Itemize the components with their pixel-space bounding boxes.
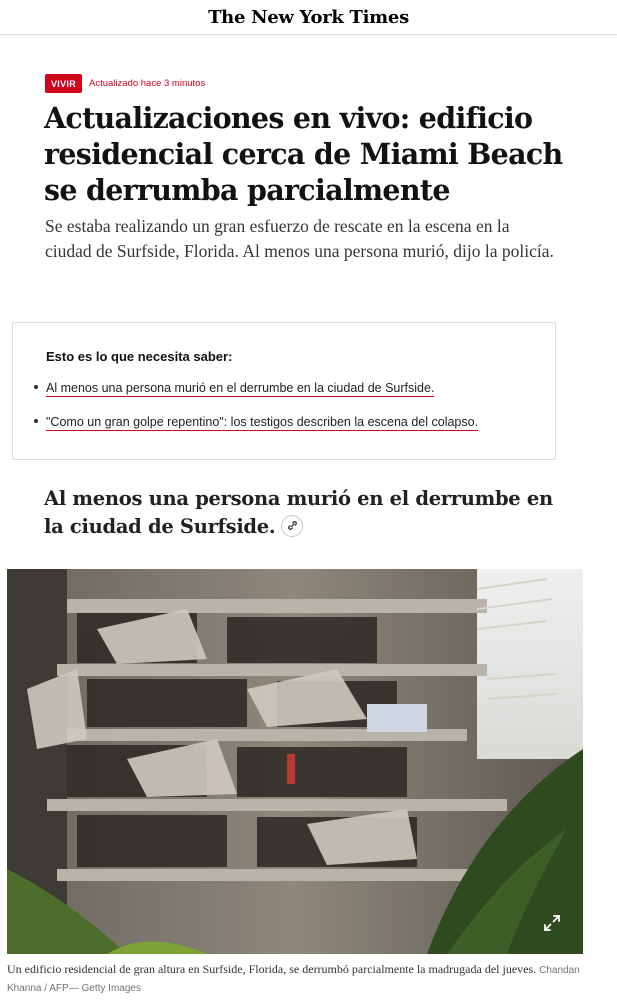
article-summary: Se estaba realizando un gran esfuerzo de rescate en la escena en la ciudad de Surfside, Florida. Al menos una persona murió, dijo la policía. [45, 216, 554, 261]
article-photo[interactable] [7, 569, 583, 954]
need-to-know-box [12, 322, 556, 460]
need-to-know-link-2[interactable]: "Como un gran golpe repentino": los testigos describen la escena del colapso. [46, 415, 479, 429]
list-item [31, 413, 478, 447]
need-to-know-title: Esto es lo que necesita saber: [46, 349, 233, 364]
nyt-logo[interactable]: The New York Times [208, 6, 409, 28]
collapsed-building-image [7, 569, 583, 954]
section-heading-text: Al menos una persona murió en el derrumbe en la ciudad de Surfside. [44, 487, 553, 538]
photo-credit: Chandan Khanna / AFP— Getty Images [7, 965, 580, 994]
article-headline: Actualizaciones en vivo: edificio residencial cerca de Miami Beach se derrumba parcialmente [44, 101, 563, 207]
caption-text: Un edificio residencial de gran altura en Surfside, Florida, se derrumbó parcialmente la madrugada del jueves. [7, 962, 537, 976]
link-icon[interactable] [281, 515, 303, 537]
bullet-icon [34, 385, 38, 389]
section-heading [44, 485, 554, 541]
photo-caption [7, 961, 587, 997]
list-item [31, 379, 478, 413]
masthead [0, 0, 617, 35]
updated-timestamp: Actualizado hace 3 minutos [89, 78, 206, 89]
bullet-icon [34, 419, 38, 423]
need-to-know-list [31, 379, 478, 447]
expand-icon[interactable] [541, 912, 563, 934]
live-badge: VIVIR [45, 74, 82, 93]
kicker-row [45, 74, 205, 93]
need-to-know-link-1[interactable]: Al menos una persona murió en el derrumbe en la ciudad de Surfside. [46, 381, 435, 395]
